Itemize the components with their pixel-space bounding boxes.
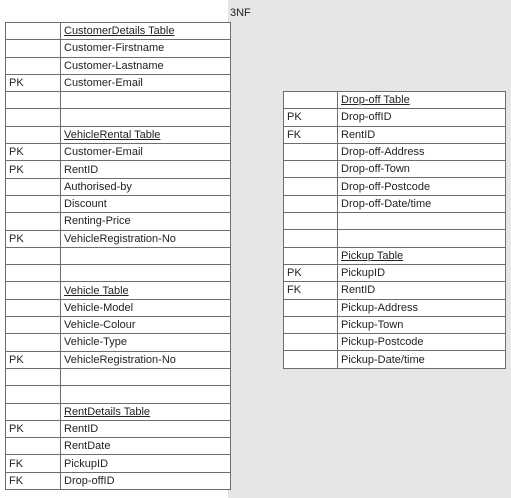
- table-row: [6, 109, 231, 126]
- table-header-label: Drop-off Table: [341, 94, 410, 107]
- field-name: RentID: [341, 128, 376, 141]
- key-cell[interactable]: FK: [284, 282, 338, 299]
- table-row: [6, 438, 231, 455]
- table-header-label: Vehicle Table: [64, 284, 129, 297]
- key-cell[interactable]: [284, 92, 338, 109]
- field-cell[interactable]: [338, 143, 506, 160]
- table-row: [284, 126, 506, 143]
- table-row: [284, 213, 506, 230]
- table-row: [284, 351, 506, 368]
- field-cell[interactable]: [61, 386, 231, 403]
- field-cell[interactable]: [61, 455, 231, 472]
- field-name: Authorised-by: [64, 180, 132, 193]
- table-row: [6, 403, 231, 420]
- field-cell[interactable]: [61, 368, 231, 385]
- table-header-label: VehicleRental Table: [64, 128, 161, 141]
- key-cell[interactable]: FK: [6, 472, 61, 489]
- field-cell[interactable]: [338, 213, 506, 230]
- table-header-cell[interactable]: [338, 247, 506, 264]
- field-name: Customer-Email: [64, 77, 143, 90]
- field-name: VehicleRegistration-No: [64, 232, 176, 245]
- field-name: Drop-off-Address: [341, 146, 425, 159]
- key-cell[interactable]: [6, 23, 61, 40]
- table-row: [284, 178, 506, 195]
- table-row: [6, 92, 231, 109]
- table-row: [284, 109, 506, 126]
- table-header-cell[interactable]: [61, 23, 231, 40]
- key-cell[interactable]: [284, 213, 338, 230]
- key-cell[interactable]: [284, 247, 338, 264]
- table-row: [6, 386, 231, 403]
- key-cell[interactable]: PK: [6, 144, 61, 161]
- field-name: Customer-Lastname: [64, 59, 164, 72]
- field-name: Customer-Email: [64, 146, 143, 159]
- field-cell[interactable]: [61, 178, 231, 195]
- table-row: [284, 264, 506, 281]
- field-name: Drop-offID: [64, 474, 115, 487]
- table-row: [6, 420, 231, 437]
- field-cell[interactable]: [61, 144, 231, 161]
- field-cell[interactable]: [61, 74, 231, 91]
- field-cell[interactable]: [61, 57, 231, 74]
- table-header-cell[interactable]: [338, 92, 506, 109]
- field-cell[interactable]: [61, 109, 231, 126]
- key-cell[interactable]: [6, 213, 61, 230]
- table-row: [6, 334, 231, 351]
- field-cell[interactable]: [338, 334, 506, 351]
- table-row: [6, 351, 231, 368]
- key-cell[interactable]: [284, 351, 338, 368]
- key-cell[interactable]: [6, 126, 61, 143]
- table-row: [6, 40, 231, 57]
- field-cell[interactable]: [61, 92, 231, 109]
- field-name: Drop-off-Postcode: [341, 180, 431, 193]
- key-cell[interactable]: FK: [6, 455, 61, 472]
- field-cell[interactable]: [61, 213, 231, 230]
- field-cell[interactable]: [338, 264, 506, 281]
- table-row: [6, 126, 231, 143]
- table-row: [6, 265, 231, 282]
- field-cell[interactable]: [338, 282, 506, 299]
- table-row: [6, 368, 231, 385]
- key-cell[interactable]: PK: [6, 351, 61, 368]
- table-row: [6, 247, 231, 264]
- field-name: Pickup-Address: [341, 301, 419, 314]
- field-cell[interactable]: [61, 247, 231, 264]
- table-row: [6, 230, 231, 247]
- key-cell[interactable]: [6, 386, 61, 403]
- table-row: [284, 316, 506, 333]
- key-cell[interactable]: PK: [6, 161, 61, 178]
- table-row: [6, 57, 231, 74]
- table-row: [6, 213, 231, 230]
- table-row: [284, 161, 506, 178]
- key-cell[interactable]: [284, 143, 338, 160]
- key-cell[interactable]: [6, 92, 61, 109]
- table-row: [6, 144, 231, 161]
- table-row: [284, 299, 506, 316]
- field-cell[interactable]: [61, 40, 231, 57]
- key-cell[interactable]: [6, 195, 61, 212]
- field-cell[interactable]: [338, 126, 506, 143]
- key-cell[interactable]: [284, 161, 338, 178]
- key-cell[interactable]: [6, 403, 61, 420]
- table-row: [6, 282, 231, 299]
- field-cell[interactable]: [61, 265, 231, 282]
- field-name: Pickup-Town: [341, 319, 404, 331]
- field-cell[interactable]: [61, 420, 231, 437]
- table-row: [6, 23, 231, 40]
- key-cell[interactable]: [6, 368, 61, 385]
- table-row: [284, 230, 506, 247]
- field-cell[interactable]: [61, 195, 231, 212]
- key-cell[interactable]: [284, 230, 338, 247]
- key-cell[interactable]: PK: [284, 264, 338, 281]
- key-cell[interactable]: [6, 57, 61, 74]
- field-name: Drop-off-Town: [341, 163, 410, 176]
- table-row: [284, 334, 506, 351]
- field-cell[interactable]: [61, 161, 231, 178]
- field-cell[interactable]: [61, 351, 231, 368]
- field-cell[interactable]: [338, 109, 506, 126]
- key-cell[interactable]: PK: [284, 109, 338, 126]
- table-header-label: CustomerDetails Table: [64, 25, 175, 38]
- key-cell[interactable]: [6, 282, 61, 299]
- key-cell[interactable]: [6, 40, 61, 57]
- key-cell[interactable]: PK: [6, 420, 61, 437]
- field-name: Discount: [64, 198, 107, 211]
- field-cell[interactable]: [338, 161, 506, 178]
- table-row: [6, 178, 231, 195]
- key-cell[interactable]: [6, 178, 61, 195]
- field-cell[interactable]: [61, 472, 231, 489]
- right-schema-table: [283, 91, 506, 369]
- key-cell[interactable]: [6, 334, 61, 351]
- table-row: [284, 247, 506, 264]
- table-row: [284, 195, 506, 212]
- field-name: Drop-off-Date/time: [341, 197, 432, 210]
- field-name: PickupID: [341, 267, 386, 280]
- key-cell[interactable]: [6, 265, 61, 282]
- field-cell[interactable]: [338, 299, 506, 316]
- table-row: [6, 472, 231, 489]
- left-schema-table: [5, 22, 231, 490]
- key-cell[interactable]: [284, 316, 338, 333]
- field-name: Renting-Price: [64, 215, 131, 228]
- field-cell[interactable]: [338, 178, 506, 195]
- table-row: [6, 74, 231, 91]
- field-name: VehicleRegistration-No: [64, 353, 176, 366]
- field-cell[interactable]: [61, 230, 231, 247]
- field-cell[interactable]: [338, 351, 506, 368]
- field-name: RentID: [341, 284, 376, 297]
- field-name: Pickup-Date/time: [341, 353, 425, 366]
- key-cell[interactable]: [284, 195, 338, 212]
- field-cell[interactable]: [338, 195, 506, 212]
- key-cell[interactable]: [6, 109, 61, 126]
- table-header-label: RentDetails Table: [64, 405, 151, 418]
- table-header-cell[interactable]: [61, 403, 231, 420]
- key-cell[interactable]: [284, 334, 338, 351]
- key-cell[interactable]: [6, 247, 61, 264]
- field-cell[interactable]: [338, 316, 506, 333]
- table-header-cell[interactable]: [61, 126, 231, 143]
- table-row: [6, 161, 231, 178]
- table-row: [6, 299, 231, 316]
- key-cell[interactable]: [284, 299, 338, 316]
- key-cell[interactable]: PK: [6, 230, 61, 247]
- field-name: RentDate: [64, 440, 111, 453]
- table-row: [6, 317, 231, 334]
- field-name: Vehicle-Type: [64, 336, 127, 349]
- field-cell[interactable]: [61, 334, 231, 351]
- table-row: [284, 282, 506, 299]
- field-name: PickupID: [64, 457, 109, 470]
- field-cell[interactable]: [61, 317, 231, 334]
- key-cell[interactable]: [6, 317, 61, 334]
- key-cell[interactable]: PK: [6, 74, 61, 91]
- field-cell[interactable]: [61, 438, 231, 455]
- field-cell[interactable]: [338, 230, 506, 247]
- table-row: [284, 143, 506, 160]
- field-name: Drop-offID: [341, 111, 392, 124]
- field-name: RentID: [64, 422, 99, 435]
- key-cell[interactable]: [6, 299, 61, 316]
- field-name: Customer-Firstname: [64, 42, 165, 55]
- field-cell[interactable]: [61, 299, 231, 316]
- table-row: [6, 195, 231, 212]
- key-cell[interactable]: FK: [284, 126, 338, 143]
- table-header-label: Pickup Table: [341, 249, 404, 262]
- key-cell[interactable]: [6, 438, 61, 455]
- table-row: [284, 92, 506, 109]
- table-row: [6, 455, 231, 472]
- field-name: Pickup-Postcode: [341, 336, 424, 349]
- key-cell[interactable]: [284, 178, 338, 195]
- field-name: RentID: [64, 163, 99, 176]
- field-name: Vehicle-Colour: [64, 319, 136, 332]
- field-name: Vehicle-Model: [64, 301, 134, 314]
- table-header-cell[interactable]: [61, 282, 231, 299]
- page-title: 3NF: [230, 7, 251, 19]
